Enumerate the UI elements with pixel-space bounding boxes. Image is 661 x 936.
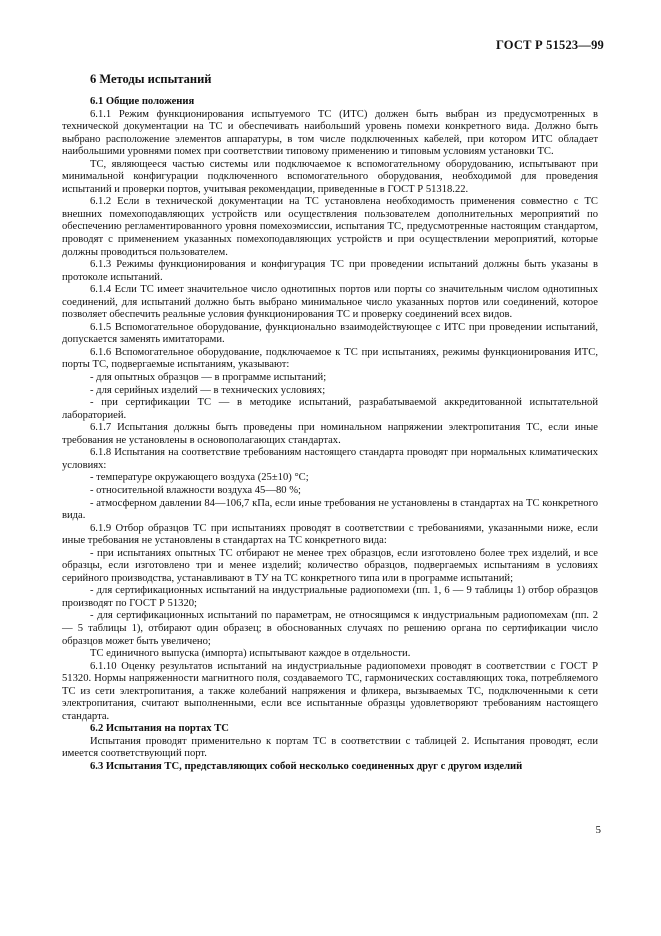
subsection-title-6-1: 6.1 Общие положения xyxy=(90,96,195,107)
paragraph-6-1-4: 6.1.4 Если ТС имеет значительное число однотипных портов или порты со значительным числом однотипных соединений, для испытаний должно быть выбрано минимальное число указанных портов или соединений, которое позволяет обеспечить реальные условия функционирования ТС и проверку соединений всех видов. xyxy=(62,284,598,321)
list-item: - для опытных образцов — в программе испытаний; xyxy=(90,372,327,384)
list-item: - при испытаниях опытных ТС отбирают не менее трех образцов, если изготовлено более трех изделий, и все образцы, если изготовлено три и менее изделий; количество образцов, подвергаемых испытаниям в условиях серийного производства, устанавливают в ТУ на ТС конкретного типа или в программе испытаний; xyxy=(62,547,598,584)
list-item: - температуре окружающего воздуха (25±10) °С; xyxy=(90,472,309,484)
paragraph-6-1-2: 6.1.2 Если в технической документации на ТС установлена необходимость применения совместно с ТС внешних помехоподавляющих устройств или осуществления пользователем дополнительных мероприятий по обеспечению регламентированного уровня помехоэмиссии, испытания ТС, предусмотренные настоящим стандартом, проводят с применением указанных помехоподавляющих устройств и при осуществлении мероприятий, которые должны проводиться пользователем. xyxy=(62,196,598,258)
subsection-title-6-3: 6.3 Испытания ТС, представляющих собой несколько соединенных друг с другом изделий xyxy=(90,760,523,772)
document-header: ГОСТ Р 51523—99 xyxy=(495,38,604,52)
subsection-title-6-2: 6.2 Испытания на портах ТС xyxy=(90,723,229,735)
document-body xyxy=(62,72,598,774)
paragraph-6-1-8: 6.1.8 Испытания на соответствие требованиям настоящего стандарта проводят при нормальных климатических условиях: xyxy=(62,447,598,471)
paragraph-6-1-5: 6.1.5 Вспомогательное оборудование, функционально взаимодействующее с ИТС при проведении испытаний, допускается заменять имитаторами. xyxy=(62,321,598,346)
section-title: 6 Методы испытаний xyxy=(90,72,212,86)
paragraph-6-1-6: 6.1.6 Вспомогательное оборудование, подключаемое к ТС при испытаниях, режимы функционирования ИТС, порты ТС, подвергаемые испытаниям, указывают: xyxy=(62,346,598,371)
paragraph-6-1-10: 6.1.10 Оценку результатов испытаний на индустриальные радиопомехи проводят в соответствии с ГОСТ Р 51320. Нормы напряженности магнитного поля, создаваемого ТС, гармонических составляющих тока, потребляемого ТС из сети электропитания, а также колебаний напряжения и фликера, вызываемых ТС, подключенными к сети электропитания, считают выполненными, если все испытанные образцы удовлетворяют требованиям настоящего стандарта. xyxy=(62,660,598,722)
list-item: - относительной влажности воздуха 45—80 %; xyxy=(90,484,301,496)
list-item: - атмосферном давлении 84—106,7 кПа, если иные требования не установлены в стандартах на ТС конкретного вида. xyxy=(62,497,598,522)
paragraph-6-1-7: 6.1.7 Испытания должны быть проведены при номинальном напряжении электропитания ТС, если иные требования не установлены в основополагающих стандартах. xyxy=(62,422,598,446)
list-item: - при сертификации ТС — в методике испытаний, разрабатываемой аккредитованной испытательной лабораторией. xyxy=(62,397,598,421)
list-item: ТС единичного выпуска (импорта) испытывают каждое в отдельности. xyxy=(90,648,411,660)
paragraph-6-1-9: 6.1.9 Отбор образцов ТС при испытаниях проводят в соответствии с требованиями, указанными ниже, если иные требования не установлены в стандартах на ТС конкретного вида: xyxy=(62,522,598,547)
paragraph-6-1-3: 6.1.3 Режимы функционирования и конфигурация ТС при проведении испытаний должны быть указаны в протоколе испытаний. xyxy=(62,259,598,283)
list-item: - для сертификационных испытаний по параметрам, не относящимся к индустриальным радиопомехам (пп. 2 — 5 таблицы 1), отбирают один образец; в обоснованных случаях по решению органа по сертификации число образцов может быть увеличено; xyxy=(62,610,598,647)
paragraph-6-2: Испытания проводят применительно к портам ТС в соответствии с таблицей 2. Испытания проводят, если имеется соответствующий порт. xyxy=(62,735,598,760)
paragraph-6-1-1-b: ТС, являющееся частью системы или подключаемое к вспомогательному оборудованию, испытывают при минимальной конфигурации подключенного вспомогательного оборудования, необходимой для проведения испытаний и проверки портов, учитывая рекомендации, приведенные в ГОСТ Р 51318.22. xyxy=(62,158,598,195)
page-number: 5 xyxy=(595,824,601,836)
list-item: - для сертификационных испытаний на индустриальные радиопомехи (пп. 1, 6 — 9 таблицы 1) отбор образцов производят по ГОСТ Р 51320; xyxy=(62,585,598,609)
list-item: - для серийных изделий — в технических условиях; xyxy=(90,384,326,396)
paragraph-6-1-1: 6.1.1 Режим функционирования испытуемого ТС (ИТС) должен быть выбран из предусмотренных в технической документации на ТС и обеспечивать наибольший уровень помехи конкретного вида. Должно быть выбрано расположение элементов аппаратуры, в том числе подключенных кабелей, при котором ИТС обладает наибольшими уровнями помех при соответствии типовому применению и типовым условиям установки ТС. xyxy=(62,108,598,158)
